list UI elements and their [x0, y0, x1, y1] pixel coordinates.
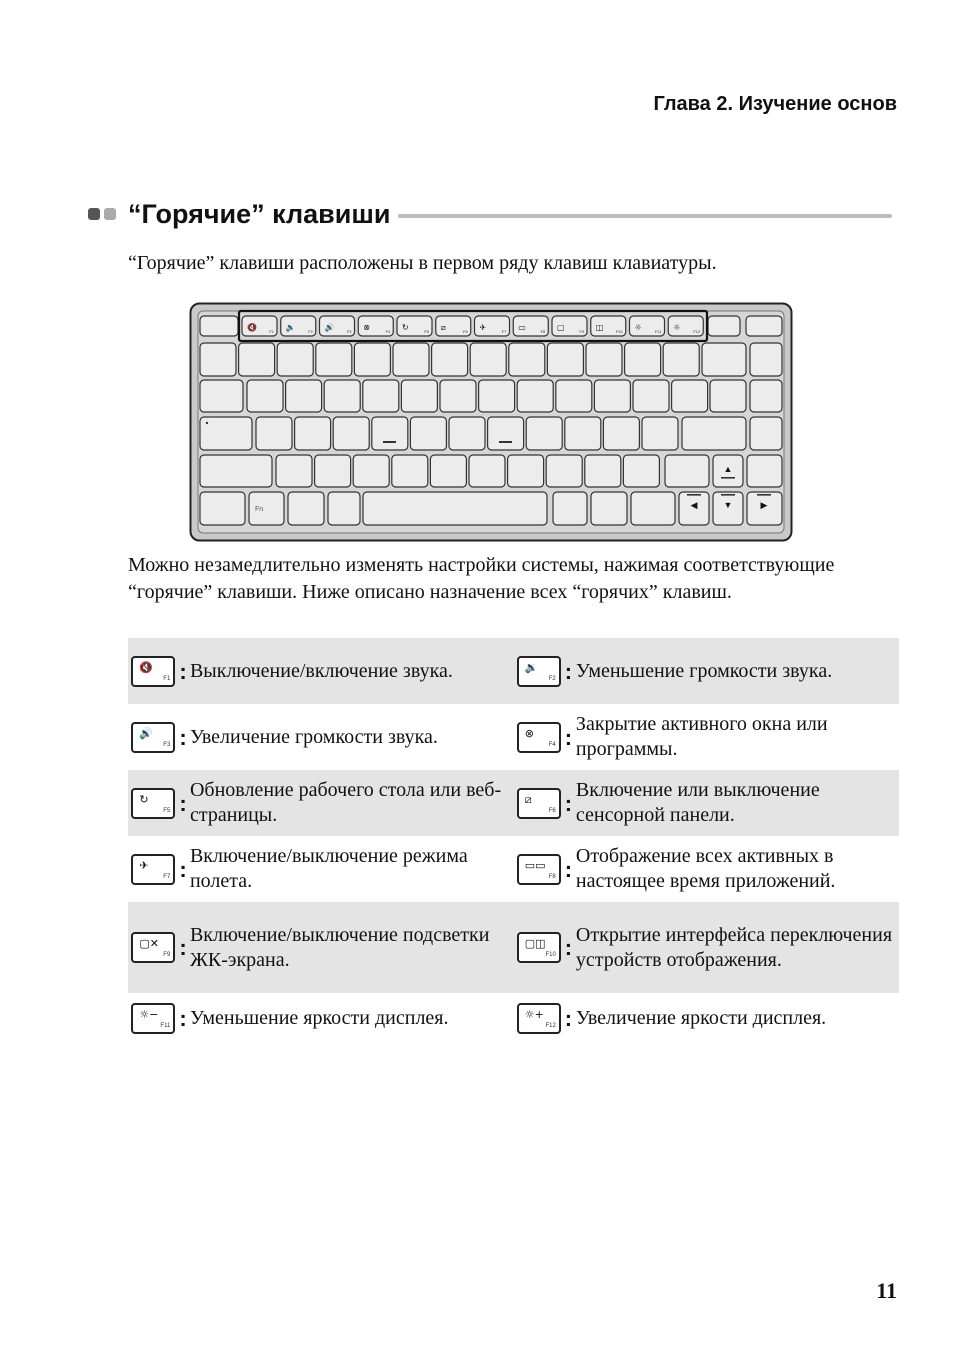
fkey-label: F8 — [548, 873, 556, 880]
key-end — [746, 316, 782, 336]
hotkey-key-cell — [513, 902, 576, 993]
fkey-icon: ◫ — [595, 323, 604, 332]
hotkey-function-icon: ✈ — [139, 858, 149, 872]
keyboard-key — [430, 455, 466, 487]
fkey-label: F3 — [346, 329, 352, 334]
hotkey-description: Открытие интерфейса переключения устройств отображения. — [576, 902, 899, 993]
hotkey-keycap — [517, 788, 572, 819]
keyboard-key — [295, 417, 331, 450]
keyboard-key — [750, 380, 782, 412]
fkey-icon: ☼ — [634, 323, 642, 332]
key-win — [288, 492, 324, 525]
colon: : — [564, 1005, 573, 1031]
hotkey-keycap — [131, 932, 186, 963]
keyboard-key — [603, 417, 639, 450]
hotkey-function-icon: ▢✕ — [139, 937, 159, 950]
keyboard-key — [508, 455, 544, 487]
key-f11 — [131, 1003, 175, 1034]
colon: : — [179, 658, 187, 684]
hotkey-keycap — [517, 854, 572, 885]
fkey-label: F5 — [163, 807, 171, 814]
keyboard-key — [509, 343, 545, 376]
arrow-down-line — [721, 494, 735, 496]
key-f9 — [131, 932, 175, 963]
keyboard-key — [546, 455, 582, 487]
hotkey-description: Обновление рабочего стола или веб-страницы. — [190, 770, 513, 836]
bullet-light-icon — [104, 208, 116, 220]
key-f8 — [517, 854, 561, 885]
arrow-right-icon: ▶ — [760, 500, 768, 510]
fkey-label: F4 — [548, 741, 556, 748]
keyboard-key — [247, 380, 283, 412]
arrow-left-icon: ◀ — [690, 500, 698, 510]
key-ctrl — [200, 492, 245, 525]
hotkey-row — [128, 993, 899, 1043]
colon: : — [179, 790, 187, 816]
key-f2 — [517, 656, 561, 687]
fkey-label: F8 — [540, 329, 546, 334]
keyboard-key — [517, 380, 553, 412]
section-heading — [88, 196, 892, 232]
key-f3 — [131, 722, 175, 753]
keyboard-key — [286, 380, 322, 412]
fkey-label: F12 — [693, 329, 701, 334]
fkey-label: F11 — [654, 329, 662, 334]
arrow-left-line — [687, 494, 701, 496]
keyboard-illustration — [189, 302, 793, 542]
key-backspace — [702, 343, 746, 376]
keyboard-key — [410, 417, 446, 450]
fkey-icon: 🔇 — [247, 323, 257, 332]
keyboard-key — [479, 380, 515, 412]
hotkey-function-icon: ☼− — [139, 1007, 159, 1021]
hotkey-description: Выключение/включение звука. — [190, 638, 513, 704]
hotkey-table — [128, 638, 899, 1043]
bullet-dark-icon — [88, 208, 100, 220]
fkey-icon: ▢ — [557, 323, 565, 332]
fkey-label: F12 — [545, 1022, 556, 1029]
fkey-icon: ▭ — [518, 323, 526, 332]
fkey-label: F11 — [160, 1022, 171, 1029]
keyboard-key — [276, 455, 312, 487]
key-f6 — [517, 788, 561, 819]
hotkey-key-cell — [513, 770, 576, 836]
hotkey-function-icon: ▢◫ — [524, 937, 546, 950]
keyboard-key — [401, 380, 437, 412]
key-f12 — [517, 1003, 561, 1034]
section-title: “Горячие” клавиши — [128, 198, 391, 229]
key-f7 — [131, 854, 175, 885]
keyboard-key — [469, 455, 505, 487]
intro-text: “Горячие” клавиши расположены в первом ряду клавиш клавиатуры. — [128, 252, 717, 274]
hotkey-description: Включение/выключение режима полета. — [189, 845, 468, 892]
keyboard-key — [392, 455, 428, 487]
section-divider — [398, 214, 892, 218]
hotkey-key-cell — [128, 836, 190, 902]
fkey-icon: ↻ — [402, 323, 409, 332]
hotkey-description: Увеличение яркости дисплея. — [575, 1006, 827, 1029]
hotkey-keycap — [131, 656, 186, 687]
hotkey-key-cell — [513, 993, 576, 1043]
keyboard-key — [393, 343, 429, 376]
keyboard-key — [324, 380, 360, 412]
key-esc — [200, 316, 238, 336]
fkey-label: F7 — [501, 329, 507, 334]
hotkey-function-icon: ☼+ — [524, 1007, 544, 1021]
keyboard-key — [586, 343, 622, 376]
key-capslock — [200, 417, 252, 450]
colon: : — [179, 935, 187, 960]
keyboard-key — [449, 417, 485, 450]
fkey-label: F3 — [163, 741, 171, 748]
key-ctrl-right — [631, 492, 675, 525]
hotkey-description: Отображение всех активных в настоящее время приложений. — [575, 845, 836, 892]
description-text: Можно незамедлительно изменять настройки системы, нажимая соответствующие “горячие” клавиши. Ниже описано назначение всех “горячих” клавиш. — [128, 554, 835, 603]
fkey-icon: ⧄ — [440, 323, 446, 332]
key-altgr — [553, 492, 587, 525]
fkey-label: F2 — [308, 329, 313, 334]
hotkey-keycap — [517, 1003, 572, 1034]
keyboard-key — [256, 417, 292, 450]
colon: : — [179, 1005, 187, 1031]
hotkey-function-icon: ⧄ — [524, 792, 532, 806]
keyboard-key — [672, 380, 708, 412]
j-key-bump — [499, 441, 512, 443]
fkey-icon: 🔊 — [324, 323, 335, 332]
hotkey-keycap — [131, 788, 186, 819]
key-enter — [682, 417, 746, 450]
keyboard-key — [710, 380, 746, 412]
arrow-up-line — [721, 477, 735, 479]
key-f10 — [517, 932, 561, 963]
keyboard-key — [625, 343, 661, 376]
hotkey-description: Уменьшение громкости звука. — [576, 638, 899, 704]
fkey-label: F9 — [579, 329, 584, 334]
hotkey-key-cell — [513, 638, 576, 704]
keyboard-key — [363, 380, 399, 412]
f-key-bump — [383, 441, 396, 443]
keyboard-key — [353, 455, 389, 487]
hotkey-row — [128, 770, 899, 836]
hotkey-function-icon: ↻ — [139, 792, 149, 806]
keyboard-key — [750, 417, 782, 450]
key-f4 — [517, 722, 561, 753]
hotkey-keycap — [517, 722, 572, 753]
key-del — [708, 316, 740, 336]
key-alt — [328, 492, 360, 525]
key-shift-left — [200, 455, 272, 487]
fkey-label: F1 — [163, 675, 171, 682]
fkey-icon: ✈ — [479, 323, 487, 332]
fkey-label: F5 — [424, 329, 429, 334]
fkey-label: F9 — [163, 952, 171, 958]
keyboard-key — [585, 455, 621, 487]
hotkey-description: Уменьшение яркости дисплея. — [189, 1006, 449, 1029]
colon: : — [564, 724, 573, 750]
fn-key-label: Fn — [255, 506, 264, 513]
hotkey-row — [128, 902, 899, 993]
hotkey-key-cell — [128, 993, 190, 1043]
keyboard-key — [594, 380, 630, 412]
hotkey-keycap — [131, 1003, 186, 1034]
hotkey-key-cell — [128, 902, 190, 993]
fkey-icon: 🔉 — [285, 323, 296, 332]
hotkey-row — [128, 638, 899, 704]
arrow-up-icon: ▲ — [723, 464, 733, 474]
hotkey-function-icon: 🔊 — [139, 726, 154, 740]
hotkey-description: Включение или выключение сенсорной панели. — [576, 770, 899, 836]
keyboard-key — [277, 343, 313, 376]
hotkey-key-cell — [128, 704, 190, 770]
keyboard-key — [315, 455, 351, 487]
page-number: 11 — [876, 1278, 897, 1303]
keyboard-key — [623, 455, 659, 487]
keyboard-key — [354, 343, 390, 376]
hotkey-function-icon: 🔇 — [139, 660, 154, 674]
hotkey-keycap — [517, 656, 572, 687]
hotkey-description: Закрытие активного окна или программы. — [575, 713, 828, 760]
colon: : — [564, 790, 573, 816]
keyboard-key — [547, 343, 583, 376]
keyboard-key — [432, 343, 468, 376]
keyboard-key — [526, 417, 562, 450]
hotkey-key-cell — [513, 836, 576, 902]
fkey-label: F7 — [163, 873, 171, 880]
fkey-label: F2 — [548, 675, 556, 682]
keyboard-key — [200, 343, 236, 376]
colon: : — [179, 724, 187, 750]
colon: : — [564, 935, 573, 960]
fkey-label: F6 — [548, 807, 556, 814]
keyboard-key — [440, 380, 476, 412]
hotkey-keycap — [131, 722, 186, 753]
fkey-label: F10 — [615, 329, 623, 334]
hotkey-row — [128, 704, 899, 770]
chapter-header: Глава 2. Изучение основ — [653, 93, 897, 115]
hotkey-function-icon: ⊗ — [524, 726, 534, 740]
colon: : — [564, 856, 573, 882]
keyboard-key — [565, 417, 601, 450]
arrow-right-line — [757, 494, 771, 496]
arrow-down-icon: ▼ — [723, 500, 733, 510]
keyboard-key — [470, 343, 506, 376]
keyboard-key — [372, 417, 408, 450]
key-menu — [591, 492, 627, 525]
colon: : — [564, 658, 573, 684]
keyboard-key — [239, 343, 275, 376]
fkey-icon: ☼ — [673, 323, 681, 332]
hotkey-description: Увеличение громкости звука. — [189, 725, 438, 748]
keyboard-key — [747, 455, 782, 487]
key-tab — [200, 380, 243, 412]
hotkey-description: Включение/выключение подсветки ЖК-экрана. — [190, 902, 513, 993]
hotkey-function-icon: ▭▭ — [524, 858, 546, 872]
hotkey-key-cell — [128, 638, 190, 704]
fkey-icon: ⊗ — [363, 323, 370, 332]
fkey-label: F10 — [545, 952, 556, 958]
keyboard-key — [642, 417, 678, 450]
hotkey-keycap — [517, 932, 572, 963]
key-f5 — [131, 788, 175, 819]
hotkey-keycap — [131, 854, 186, 885]
hotkey-key-cell — [128, 770, 190, 836]
colon: : — [179, 856, 187, 882]
hotkey-key-cell — [513, 704, 576, 770]
keyboard-key — [488, 417, 524, 450]
fkey-label: F1 — [269, 329, 274, 334]
keyboard-key — [316, 343, 352, 376]
capslock-indicator — [206, 422, 208, 424]
hotkey-function-icon: 🔉 — [524, 660, 539, 674]
keyboard-key — [750, 343, 782, 376]
keyboard-key — [633, 380, 669, 412]
hotkey-row — [128, 836, 899, 902]
keyboard-key — [333, 417, 369, 450]
keyboard-key — [663, 343, 699, 376]
key-space — [363, 492, 547, 525]
fkey-label: F6 — [463, 329, 468, 334]
keyboard-key — [556, 380, 592, 412]
fkey-label: F4 — [385, 329, 391, 334]
key-f1 — [131, 656, 175, 687]
key-shift-right — [665, 455, 709, 487]
